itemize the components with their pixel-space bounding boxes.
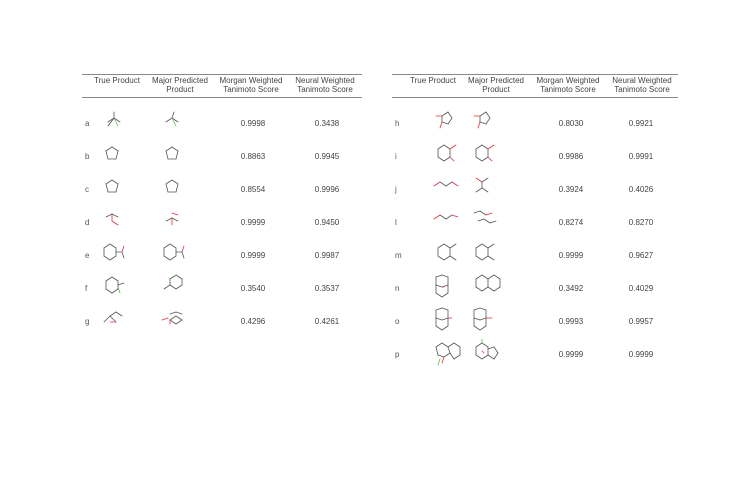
table-row — [392, 207, 678, 237]
neural-score: 0.9999 — [628, 350, 654, 359]
header-morgan-score: Morgan Weighted Tanimoto Score — [536, 76, 600, 94]
predicted-product-structure — [470, 141, 504, 169]
predicted-product-structure — [160, 207, 194, 235]
row-label: g — [85, 317, 90, 326]
neural-score: 0.3438 — [314, 119, 340, 128]
true-product-structure — [432, 207, 466, 235]
row-label: o — [395, 317, 400, 326]
row-label: c — [85, 185, 89, 194]
table-row — [392, 108, 678, 138]
results-table-right — [392, 74, 678, 359]
row-label: e — [85, 251, 90, 260]
row-label: h — [395, 119, 400, 128]
neural-score: 0.9450 — [314, 218, 340, 227]
predicted-product-structure — [470, 207, 504, 235]
table-row — [392, 339, 678, 369]
table-row — [392, 240, 678, 270]
true-product-structure — [100, 108, 134, 136]
neural-score: 0.4026 — [628, 185, 654, 194]
true-product-structure — [432, 174, 466, 202]
neural-score: 0.4261 — [314, 317, 340, 326]
table-row — [82, 306, 362, 336]
table-row — [392, 141, 678, 171]
morgan-score: 0.8554 — [240, 185, 266, 194]
morgan-score: 0.8274 — [558, 218, 584, 227]
table-row — [392, 306, 678, 336]
morgan-score: 0.9999 — [240, 251, 266, 260]
table-row — [392, 273, 678, 303]
neural-score: 0.9991 — [628, 152, 654, 161]
header-major-predicted-product: Major Predicted Product — [151, 76, 209, 94]
header-morgan-score: Morgan Weighted Tanimoto Score — [219, 76, 283, 94]
predicted-product-structure — [160, 273, 194, 301]
morgan-score: 0.9986 — [558, 152, 584, 161]
true-product-structure — [432, 240, 466, 268]
neural-score: 0.9921 — [628, 119, 654, 128]
morgan-score: 0.4296 — [240, 317, 266, 326]
table-row — [82, 273, 362, 303]
predicted-product-structure — [160, 306, 194, 334]
row-label: p — [395, 350, 400, 359]
predicted-product-structure — [470, 339, 504, 367]
neural-score: 0.3537 — [314, 284, 340, 293]
predicted-product-structure — [470, 306, 504, 334]
neural-score: 0.8270 — [628, 218, 654, 227]
morgan-score: 0.3924 — [558, 185, 584, 194]
morgan-score: 0.9998 — [240, 119, 266, 128]
predicted-product-structure — [160, 108, 194, 136]
row-label: l — [395, 218, 397, 227]
true-product-structure — [100, 273, 134, 301]
header-major-predicted-product: Major Predicted Product — [467, 76, 525, 94]
morgan-score: 0.9999 — [558, 350, 584, 359]
neural-score: 0.9957 — [628, 317, 654, 326]
true-product-structure — [432, 306, 466, 334]
table-row — [82, 174, 362, 204]
table-row — [82, 108, 362, 138]
table-row — [392, 174, 678, 204]
header-neural-score: Neural Weighted Tanimoto Score — [295, 76, 355, 94]
morgan-score: 0.8863 — [240, 152, 266, 161]
true-product-structure — [100, 141, 134, 169]
table-row — [82, 240, 362, 270]
row-label: n — [395, 284, 400, 293]
header-true-product: True Product — [94, 76, 140, 85]
predicted-product-structure — [160, 174, 194, 202]
row-label: i — [395, 152, 397, 161]
row-label: f — [85, 284, 88, 293]
true-product-structure — [100, 306, 134, 334]
results-table-left — [82, 74, 362, 326]
table-row — [82, 207, 362, 237]
predicted-product-structure — [470, 174, 504, 202]
table-header — [392, 74, 678, 98]
table-row — [82, 141, 362, 171]
predicted-product-structure — [160, 240, 194, 268]
morgan-score: 0.3492 — [558, 284, 584, 293]
true-product-structure — [432, 339, 466, 367]
morgan-score: 0.9999 — [558, 251, 584, 260]
predicted-product-structure — [470, 240, 504, 268]
row-label: m — [395, 251, 402, 260]
true-product-structure — [432, 141, 466, 169]
header-true-product: True Product — [410, 76, 456, 85]
morgan-score: 0.9993 — [558, 317, 584, 326]
row-label: j — [395, 185, 397, 194]
morgan-score: 0.9999 — [240, 218, 266, 227]
neural-score: 0.9996 — [314, 185, 340, 194]
true-product-structure — [432, 273, 466, 301]
table-header — [82, 74, 362, 98]
header-neural-score: Neural Weighted Tanimoto Score — [612, 76, 672, 94]
row-label: d — [85, 218, 90, 227]
true-product-structure — [432, 108, 466, 136]
neural-score: 0.4029 — [628, 284, 654, 293]
true-product-structure — [100, 240, 134, 268]
predicted-product-structure — [470, 108, 504, 136]
row-label: a — [85, 119, 90, 128]
neural-score: 0.9627 — [628, 251, 654, 260]
neural-score: 0.9945 — [314, 152, 340, 161]
neural-score: 0.9987 — [314, 251, 340, 260]
morgan-score: 0.3540 — [240, 284, 266, 293]
predicted-product-structure — [160, 141, 194, 169]
predicted-product-structure — [470, 273, 504, 301]
row-label: b — [85, 152, 90, 161]
true-product-structure — [100, 174, 134, 202]
true-product-structure — [100, 207, 134, 235]
morgan-score: 0.8030 — [558, 119, 584, 128]
